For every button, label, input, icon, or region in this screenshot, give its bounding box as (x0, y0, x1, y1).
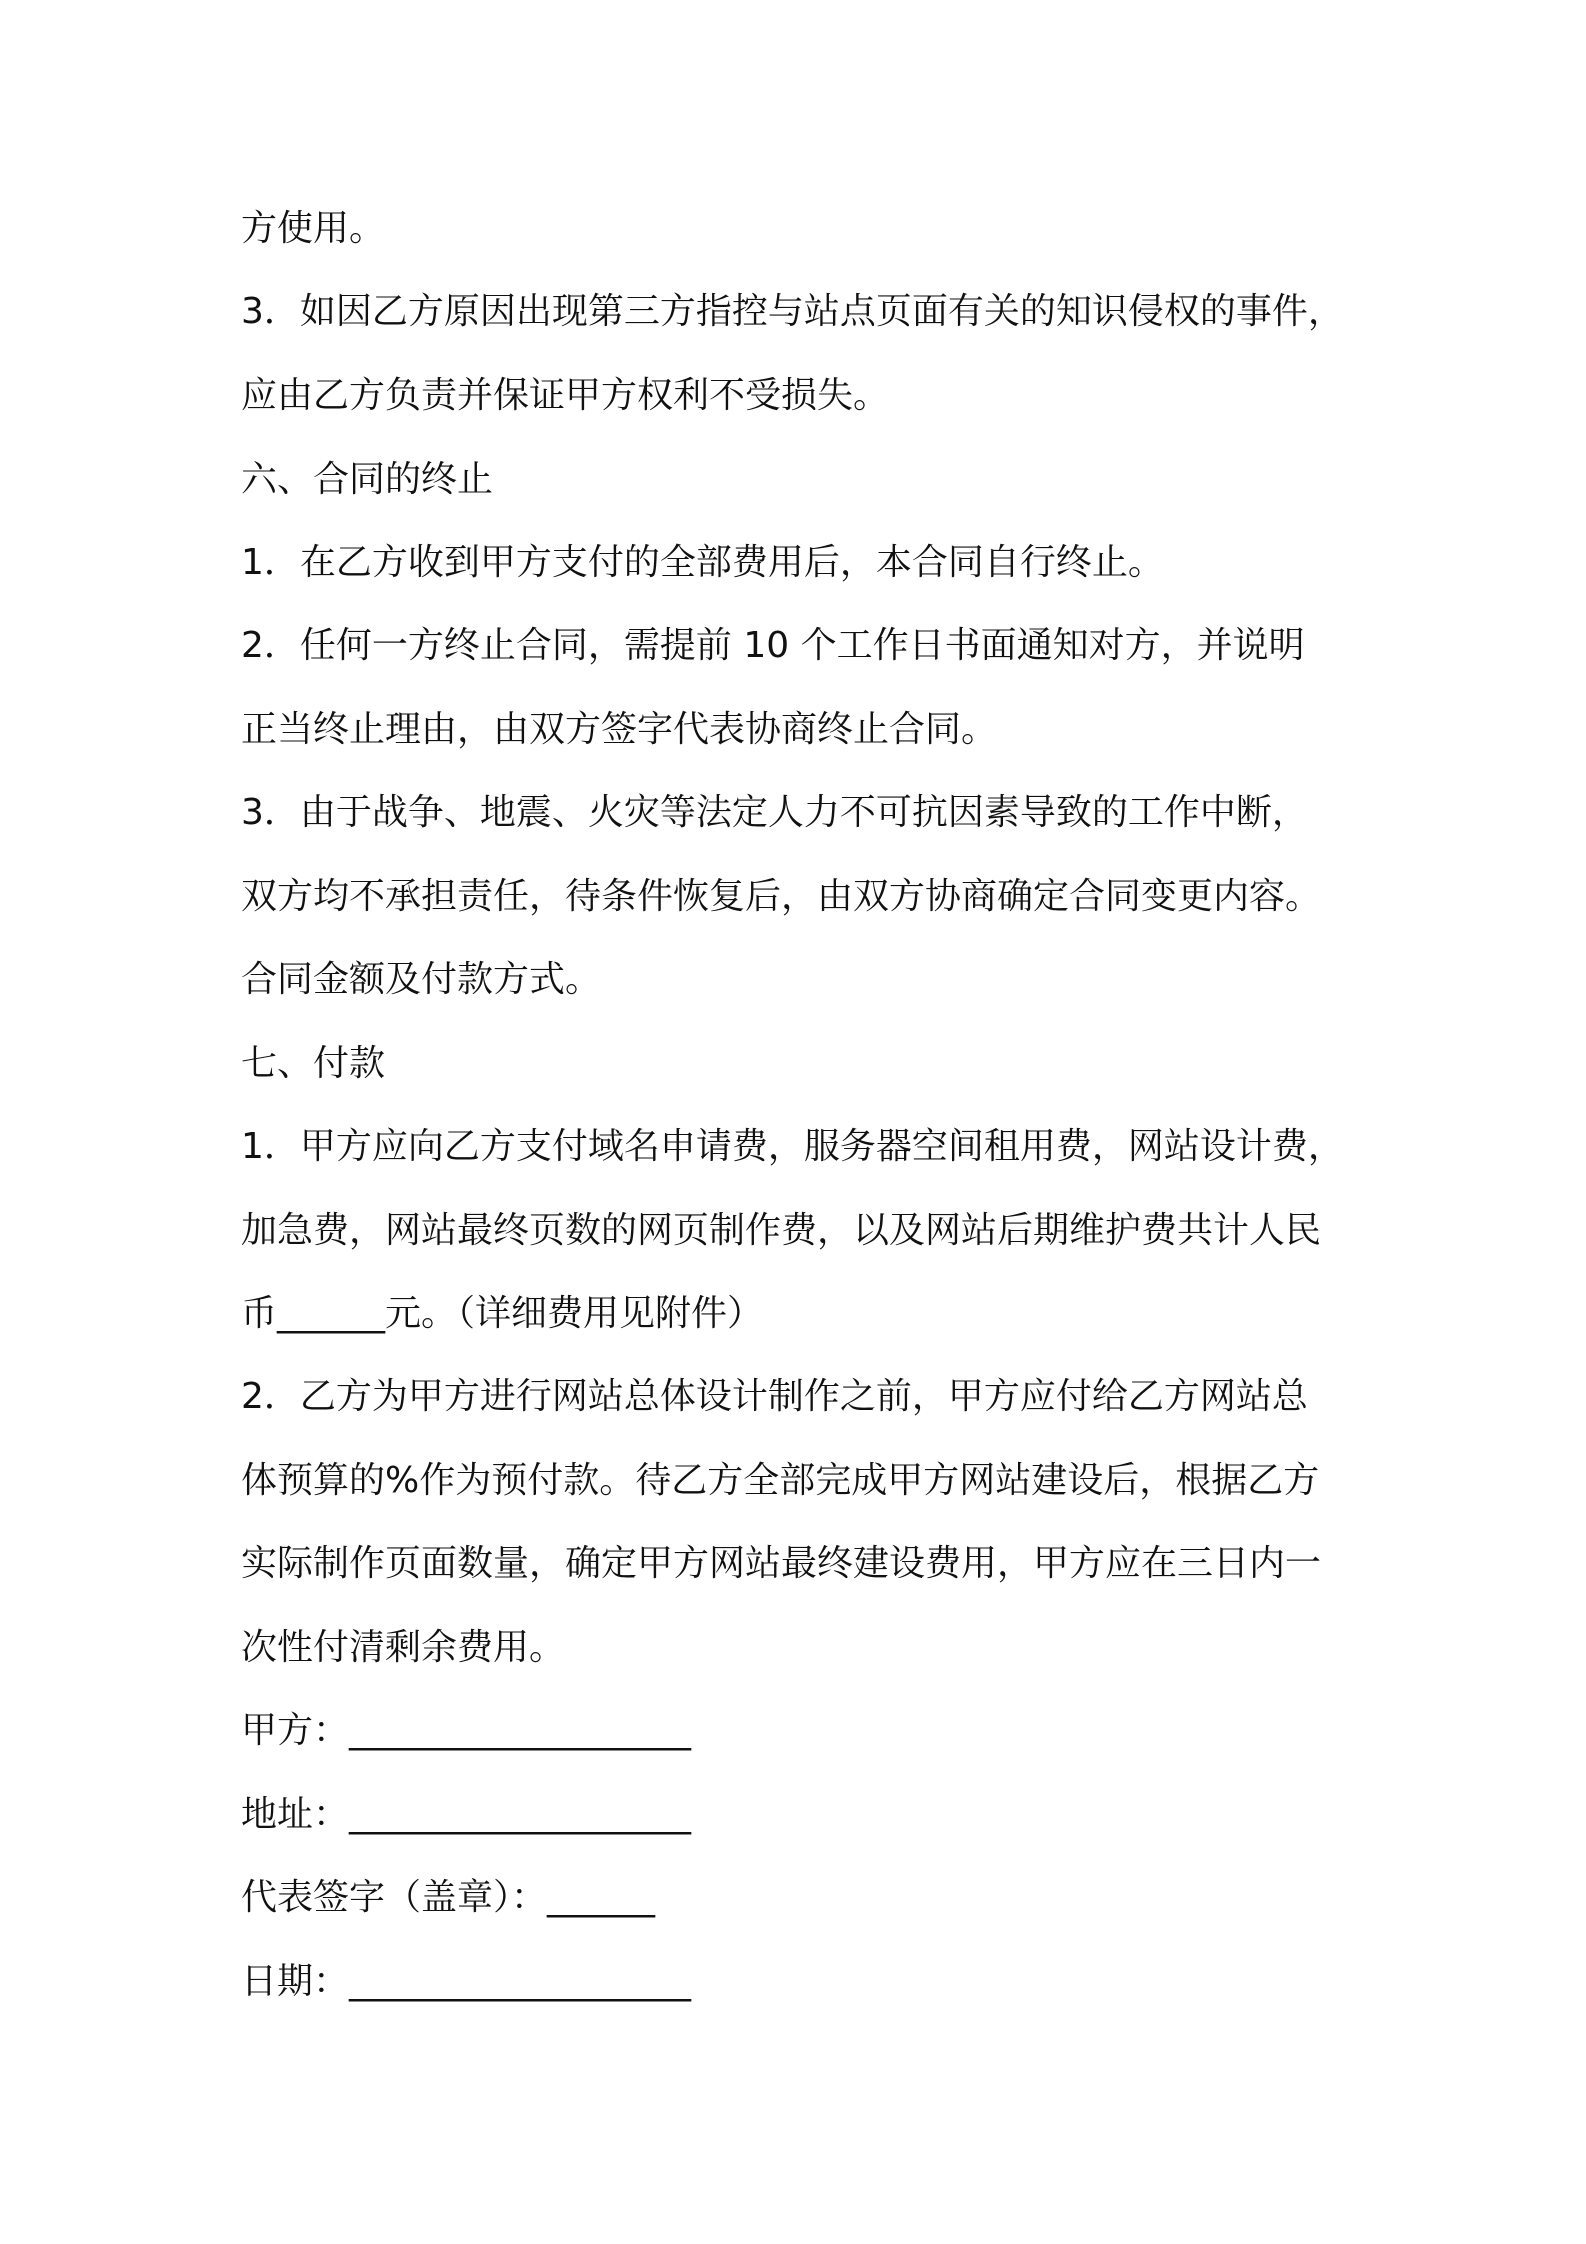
clause-7-1: 1．甲方应向乙方支付域名申请费，服务器空间租用费，网站设计费， (241, 1126, 1344, 1167)
signature-field: 代表签字（盖章）：______ (241, 1877, 656, 1918)
clause-5-3: 3．如因乙方原因出现第三方指控与站点页面有关的知识侵权的事件， (241, 291, 1344, 332)
clause-7-2-cont-1: 体预算的%作为预付款。待乙方全部完成甲方网站建设后，根据乙方 (241, 1460, 1320, 1501)
clause-7-1-cont-2: 币______元。（详细费用见附件） (241, 1293, 764, 1334)
clause-7-1-cont-1: 加急费，网站最终页数的网页制作费，以及网站后期维护费共计人民 (241, 1210, 1322, 1251)
clause-7-2: 2．乙方为甲方进行网站总体设计制作之前，甲方应付给乙方网站总 (241, 1376, 1308, 1417)
party-a-field: 甲方：___________________ (241, 1710, 692, 1751)
clause-6-3-cont: 双方均不承担责任，待条件恢复后，由双方协商确定合同变更内容。 (241, 876, 1322, 917)
section-6-heading: 六、合同的终止 (241, 459, 494, 500)
clause-6-1: 1．在乙方收到甲方支付的全部费用后，本合同自行终止。 (241, 542, 1164, 583)
clause-6-2-cont: 正当终止理由，由双方签字代表协商终止合同。 (241, 709, 998, 750)
clause-6-3: 3．由于战争、地震、火灾等法定人力不可抗因素导致的工作中断， (241, 792, 1308, 833)
clause-7-2-cont-2: 实际制作页面数量，确定甲方网站最终建设费用，甲方应在三日内一 (241, 1543, 1322, 1584)
address-field: 地址：___________________ (241, 1794, 692, 1835)
date-field: 日期：___________________ (241, 1961, 692, 2002)
section-7-heading: 七、付款 (241, 1043, 386, 1084)
text-line-continuation: 方使用。 (241, 208, 386, 249)
clause-6-2: 2．任何一方终止合同，需提前 10 个工作日书面通知对方，并说明 (241, 625, 1305, 666)
clause-5-3-cont: 应由乙方负责并保证甲方权利不受损失。 (241, 375, 890, 416)
amount-heading-text: 合同金额及付款方式。 (241, 959, 602, 1000)
clause-7-2-cont-3: 次性付清剩余费用。 (241, 1627, 566, 1668)
